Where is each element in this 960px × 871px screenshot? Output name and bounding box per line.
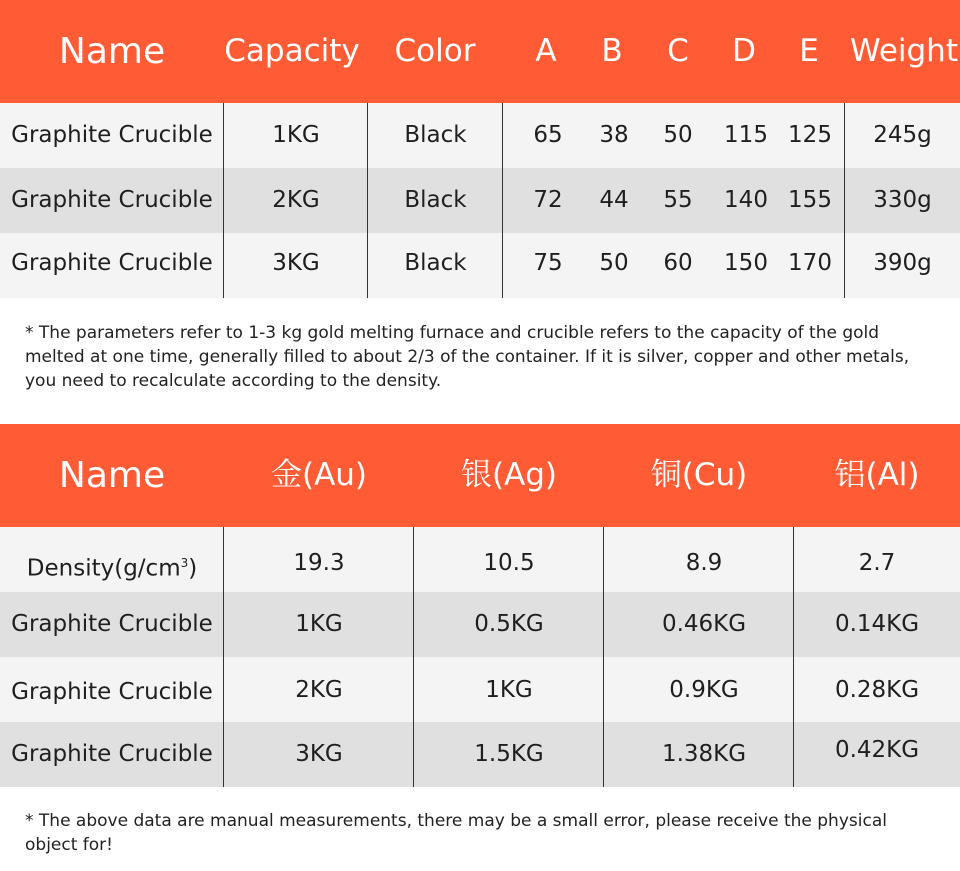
cell-e: 170 bbox=[788, 250, 832, 276]
table-row bbox=[0, 722, 960, 787]
cell-silver: 1.5KG bbox=[474, 741, 544, 767]
col-header-c: C bbox=[667, 33, 689, 69]
cell-name: Graphite Crucible bbox=[11, 679, 213, 705]
cell-c: 55 bbox=[663, 187, 693, 213]
cell-b: 50 bbox=[599, 250, 629, 276]
table-row bbox=[0, 168, 960, 233]
col-header-silver: 银(Ag) bbox=[460, 457, 558, 493]
cell-c: 50 bbox=[663, 122, 693, 148]
cell-capacity: 2KG bbox=[272, 187, 320, 213]
col-header-d: D bbox=[732, 33, 756, 69]
cell-a: 65 bbox=[533, 122, 563, 148]
cell-copper: 0.9KG bbox=[669, 677, 739, 703]
cell-color: Black bbox=[404, 187, 467, 213]
col-header-b: B bbox=[601, 33, 623, 69]
table-row bbox=[0, 657, 960, 722]
cell-color: Black bbox=[404, 122, 467, 148]
cell-gold: 1KG bbox=[295, 611, 343, 637]
cell-a: 75 bbox=[533, 250, 563, 276]
cell-d: 140 bbox=[724, 187, 768, 213]
table2-divider bbox=[603, 527, 604, 787]
table1-divider bbox=[844, 103, 845, 298]
col-header-color: Color bbox=[394, 33, 476, 69]
cell-color: Black bbox=[404, 250, 467, 276]
cell-name: Graphite Crucible bbox=[11, 122, 213, 148]
cell-e: 125 bbox=[788, 122, 832, 148]
cell-aluminum: 0.14KG bbox=[834, 611, 920, 637]
density-gold: 19.3 bbox=[293, 550, 345, 576]
col-header-a: A bbox=[535, 33, 557, 69]
col-header-name: Name bbox=[58, 31, 166, 72]
cell-d: 115 bbox=[724, 122, 768, 148]
cell-name: Graphite Crucible bbox=[11, 187, 213, 213]
col-header-e: E bbox=[799, 33, 819, 69]
cell-e: 155 bbox=[788, 187, 832, 213]
table2-header bbox=[0, 424, 960, 527]
table1-divider bbox=[502, 103, 503, 298]
table-row bbox=[0, 103, 960, 168]
table1-header bbox=[0, 0, 960, 103]
cell-weight: 390g bbox=[873, 250, 932, 276]
density-aluminum: 2.7 bbox=[858, 550, 896, 576]
table2-divider bbox=[793, 527, 794, 787]
cell-name: Graphite Crucible bbox=[11, 250, 213, 276]
table1-footnote: * The parameters refer to 1-3 kg gold melting furnace and crucible refers to the capacity of the gold melted at one time, generally filled to about 2/3 of the container. If it is silver, copper and other metals, you need to recalculate according to the density. bbox=[25, 323, 910, 391]
table-row bbox=[0, 233, 960, 298]
col-header-gold: 金(Au) bbox=[270, 457, 368, 493]
cell-a: 72 bbox=[533, 187, 563, 213]
density-copper: 8.9 bbox=[685, 550, 723, 576]
cell-aluminum: 0.42KG bbox=[834, 737, 920, 763]
col-header-copper: 铜(Cu) bbox=[650, 457, 748, 493]
cell-silver: 1KG bbox=[485, 677, 533, 703]
cell-copper: 1.38KG bbox=[661, 741, 747, 767]
density-row bbox=[0, 527, 960, 592]
col-header-weight: Weight bbox=[849, 33, 958, 69]
cell-name: Graphite Crucible bbox=[11, 741, 213, 767]
col-header-aluminum: 铝(Al) bbox=[834, 457, 920, 493]
cell-b: 44 bbox=[599, 187, 629, 213]
col-header-name: Name bbox=[58, 455, 166, 496]
density-silver: 10.5 bbox=[483, 550, 535, 576]
cell-capacity: 3KG bbox=[272, 250, 320, 276]
cell-gold: 3KG bbox=[295, 741, 343, 767]
table2-divider bbox=[223, 527, 224, 787]
cell-aluminum: 0.28KG bbox=[834, 677, 920, 703]
cell-weight: 245g bbox=[873, 122, 932, 148]
cell-c: 60 bbox=[663, 250, 693, 276]
density-label: $Density(g/cm^3)$ bbox=[26, 555, 198, 582]
col-header-capacity: Capacity bbox=[224, 33, 360, 69]
table2-footnote: * The above data are manual measurements, there may be a small error, please receive the physical object for! bbox=[25, 811, 887, 855]
cell-capacity: 1KG bbox=[272, 122, 320, 148]
cell-d: 150 bbox=[724, 250, 768, 276]
table2-divider bbox=[413, 527, 414, 787]
cell-weight: 330g bbox=[873, 187, 932, 213]
cell-copper: 0.46KG bbox=[661, 611, 747, 637]
cell-b: 38 bbox=[599, 122, 629, 148]
cell-name: Graphite Crucible bbox=[11, 611, 213, 637]
cell-silver: 0.5KG bbox=[474, 611, 544, 637]
table-row bbox=[0, 592, 960, 657]
table1-divider bbox=[367, 103, 368, 298]
table1-divider bbox=[223, 103, 224, 298]
cell-gold: 2KG bbox=[295, 677, 343, 703]
